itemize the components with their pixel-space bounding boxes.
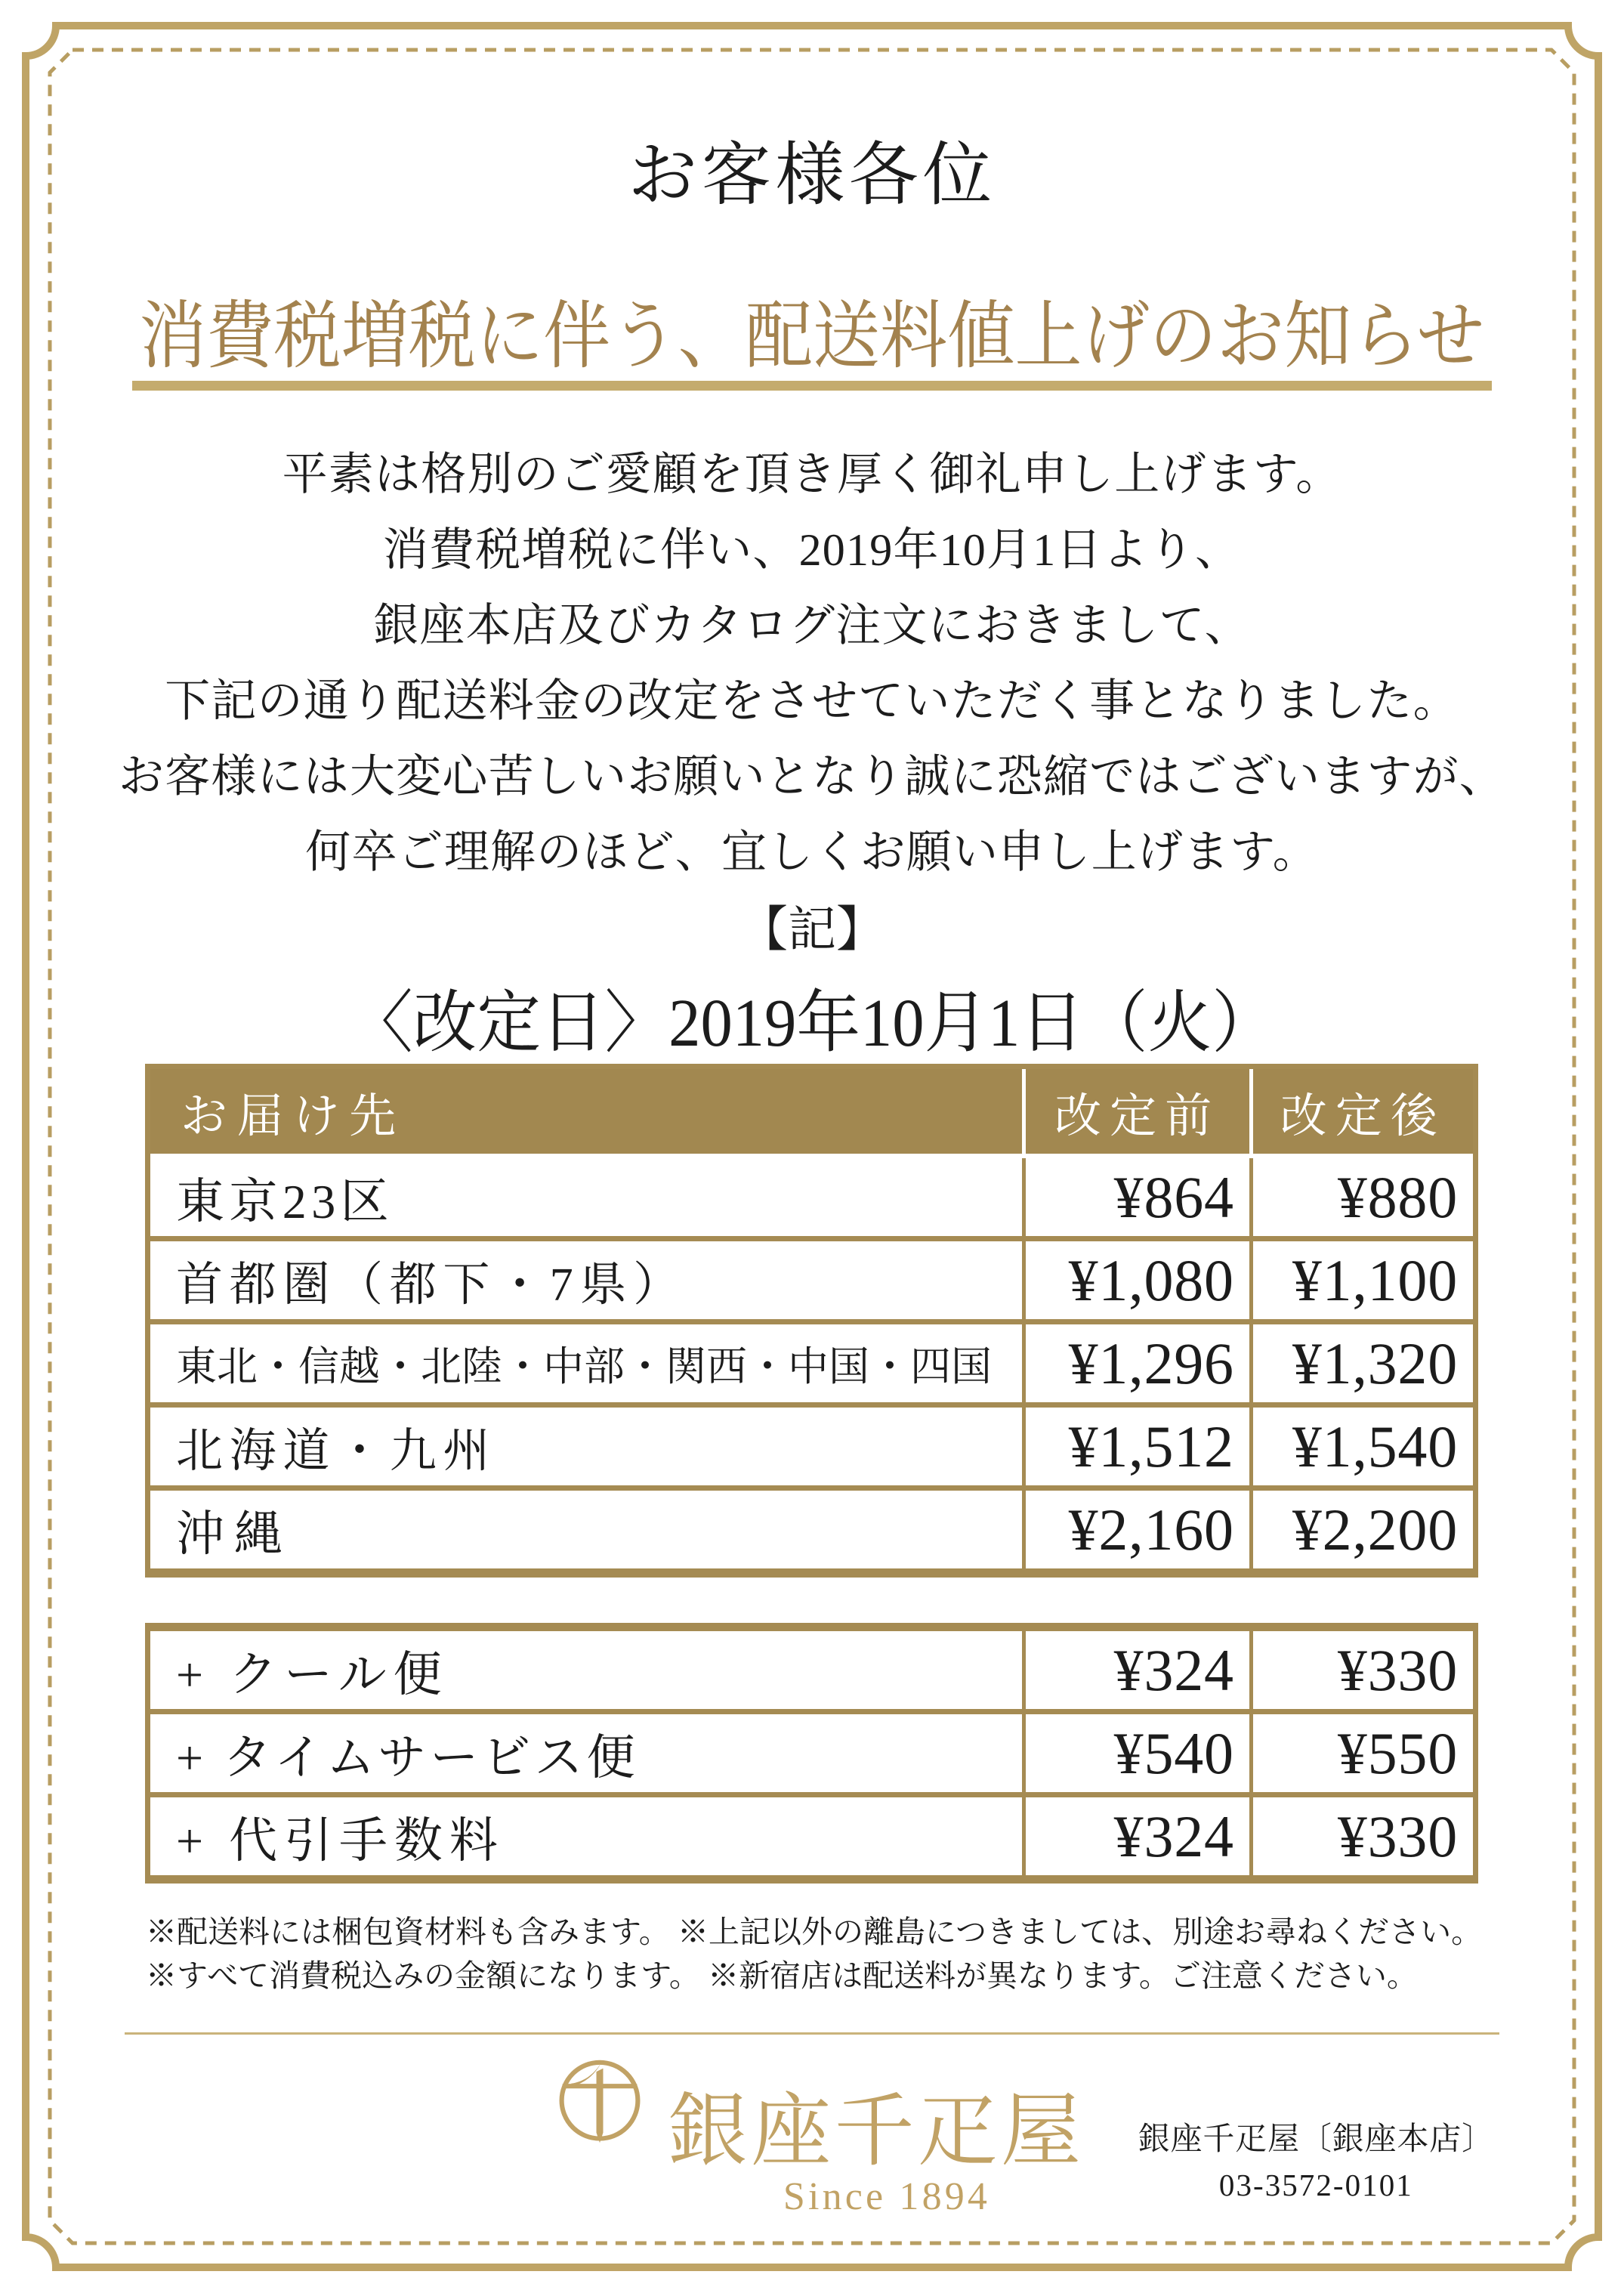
brand-name: 銀座千疋屋 [668,2087,1085,2176]
surcharge-table [145,1623,1478,1884]
after-price-cell: ¥880 [1251,1156,1475,1239]
before-price-cell: ¥1,080 [1023,1239,1251,1322]
after-price-cell: ¥550 [1251,1712,1475,1795]
after-price-cell: ¥2,200 [1251,1488,1475,1574]
after-price-cell: ¥330 [1251,1627,1475,1712]
header-after-revision: 改定後 [1251,1067,1475,1157]
notice-title [0,277,1624,383]
brand-since: Since 1894 [783,2175,991,2218]
revision-date-text: 〈改定日〉2019年10月1日（火） [348,986,1276,1061]
table-header-row [148,1067,1476,1157]
body-line: 消費税増税に伴い、2019年10月1日より、 [382,525,1242,575]
store-contact [1138,2114,1494,2203]
before-price-cell: ¥1,512 [1023,1405,1251,1488]
after-price-cell: ¥330 [1251,1795,1475,1880]
destination-cell: 東京23区 [148,1156,1024,1239]
destination-cell: 北海道・九州 [148,1405,1024,1488]
header-destination: お届け先 [148,1067,1024,1157]
title-underline [132,381,1492,391]
surcharge-label-cell: + クール便 [148,1627,1024,1712]
recipient-title: お客様各位 [628,137,996,214]
notice-title-text: 消費税増税に伴う、配送料値上げのお知らせ [139,296,1485,378]
footnote-line: ※すべて消費税込みの金額になります。 ※新宿店は配送料が異なります。ご注意ください。 [146,1958,1418,1993]
record-mark: 【記】 [739,903,885,956]
before-price-cell: ¥540 [1023,1712,1251,1795]
footer-divider [125,2032,1499,2035]
body-line: 下記の通り配送料金の改定をさせていただく事となりました。 [165,676,1459,726]
destination-cell: 首都圏（都下・7県） [148,1239,1024,1322]
after-price-cell: ¥1,100 [1251,1239,1475,1322]
table-row [148,1322,1476,1405]
body-line: お客様には大変心苦しいお願いとなり誠に恐縮ではございますが、 [119,752,1505,802]
table-row [148,1712,1476,1795]
sembikiya-logo-icon [557,2058,642,2147]
table-row [148,1488,1476,1574]
table-row [148,1405,1476,1488]
surcharge-label-cell: + タイムサービス便 [148,1712,1024,1795]
body-line: 何卒ご理解のほど、宜しくお願い申し上げます。 [305,827,1319,877]
destination-cell: 東北・信越・北陸・中部・関西・中国・四国 [148,1322,1024,1405]
table-row [148,1156,1476,1239]
store-name: 銀座千疋屋〔銀座本店〕 [1138,2122,1494,2157]
table-row [148,1239,1476,1322]
table-row [148,1627,1476,1712]
table-row [148,1795,1476,1880]
store-phone: 03-3572-0101 [1218,2168,1413,2202]
before-price-cell: ¥2,160 [1023,1488,1251,1574]
before-price-cell: ¥324 [1023,1795,1251,1880]
body-line: 銀座本店及びカタログ注文におきまして、 [373,601,1251,651]
header-before-revision: 改定前 [1023,1067,1251,1157]
destination-cell: 沖縄 [148,1488,1024,1574]
body-paragraph [0,437,1624,890]
shipping-fee-table [145,1064,1478,1578]
before-price-cell: ¥864 [1023,1156,1251,1239]
footnote-line: ※配送料には梱包資材料も含みます。 ※上記以外の離島につきましては、別途お尋ねください。 [146,1914,1483,1949]
after-price-cell: ¥1,540 [1251,1405,1475,1488]
revision-date [0,967,1624,1065]
surcharge-label-cell: + 代引手数料 [148,1795,1024,1880]
body-line: 平素は格別のご愛顧を頂き厚く御礼申し上げます。 [282,450,1342,499]
footnotes [146,1910,1483,1998]
before-price-cell: ¥1,296 [1023,1322,1251,1405]
before-price-cell: ¥324 [1023,1627,1251,1712]
after-price-cell: ¥1,320 [1251,1322,1475,1405]
